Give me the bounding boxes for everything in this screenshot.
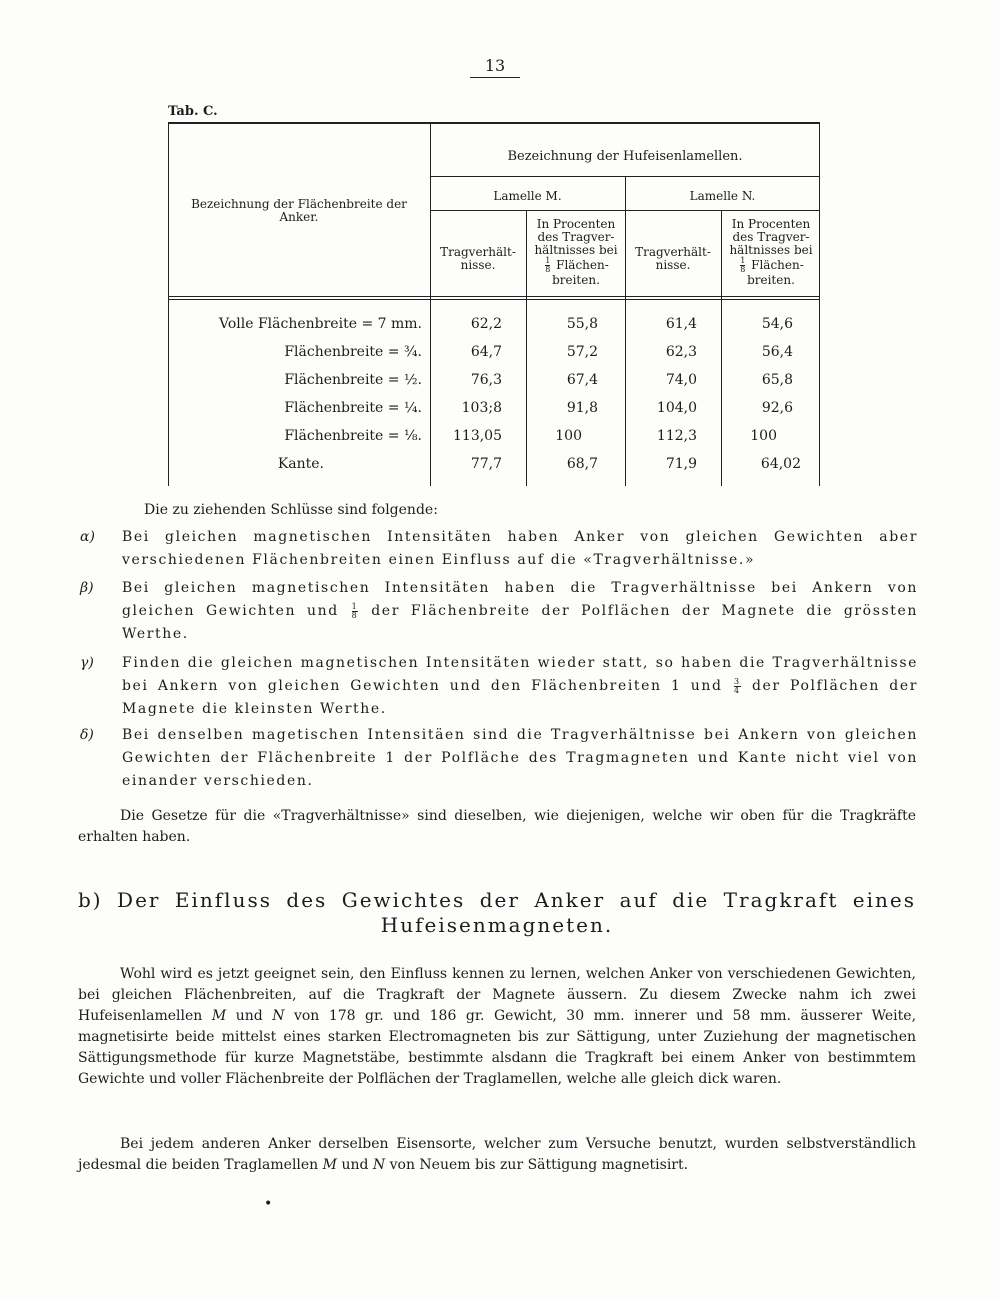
- n-proc-value: 92,6: [761, 400, 793, 416]
- m-trag-value: 64,7: [470, 344, 502, 360]
- heading-line-1: b) Der Einfluss des Gewichtes der Anker auf die Tragkraft eines: [78, 888, 916, 912]
- conclusion-text: Bei denselben magetischen Intensitäen sind die Tragverhältnisse bei Ankern von gleichen Gewichten der Flächenbreite 1 der Polfläche des Tragmagneten und Kante nicht viel von einander verschieden.: [122, 727, 918, 789]
- fraction: $\frac{1}{8}$: [351, 601, 359, 620]
- conclusion-beta: β) Bei gleichen magnetischen Intensitäten haben die Tragverhältnisse bei Ankern von gleichen Gewichten und $\frac{1}{8}$ der Flächenbreite der Polflächen der Magnete die grössten Werthe.: [80, 577, 918, 646]
- stray-mark: •: [264, 1196, 273, 1212]
- row-header: Bezeichnung der Flächenbreite der Anker.: [191, 197, 407, 224]
- data-table: [168, 122, 820, 486]
- n-trag-value: 71,9: [665, 456, 697, 472]
- table-row: Flächenbreite = ¾. 64,7 57,2 62,3 56,4: [284, 344, 793, 360]
- table-label: Tab. C.: [168, 104, 218, 119]
- body-paragraph-2: Bei jedem anderen Anker derselben Eisensorte, welcher zum Versuche benutzt, wurden selbstverständlich jedesmal die beiden Traglamellen M und N von Neuem bis zur Sättigung magnetisirt.: [78, 1136, 916, 1173]
- m-proc-value: 68,7: [566, 456, 598, 472]
- body-paragraph-1: Wohl wird es jetzt geeignet sein, den Einfluss kennen zu lernen, welchen Anker von verschiedenen Gewichten, bei gleichen Flächenbreiten, auf die Tragkraft der Magnete äussern. Zu diesem Zwecke nahm ich zwei Hufeisenlamellen M und N von 178 gr. und 186 gr. Gewicht, 30 mm. innerer und 58 mm. äusserer Weite, magnetisirte beide mittelst eines starken Electromagneten bis zur Sättigung, unter Zuziehung der magnetischen Sättigungsmethode für kurze Magnetstäbe, bestimmte alsdann die Tragkraft bei einem Anker von bestimmtem Gewichte und voller Flächenbreite der Polflächen der Traglamellen, welche alle gleich dick waren.: [78, 966, 917, 1087]
- n-proc-value: 56,4: [761, 344, 793, 360]
- n-trag-value: 74,0: [665, 372, 697, 388]
- n-trag-value: 104,0: [656, 400, 697, 416]
- summary-paragraph: Die Gesetze für die «Tragverhältnisse» sind dieselben, wie diejenigen, welche wir oben für die Tragkräfte erhalten haben.: [78, 808, 916, 845]
- n-proc-value: 54,6: [761, 316, 793, 332]
- m-trag-value: 77,7: [470, 456, 502, 472]
- section-heading: [78, 888, 916, 938]
- page-number: 13: [470, 56, 520, 78]
- m-proc-value: 100: [555, 428, 582, 444]
- n-trag-value: 61,4: [665, 316, 697, 332]
- n-proc-value: 64,02: [760, 456, 801, 472]
- conclusion-alpha: [80, 526, 918, 572]
- group-header: Bezeichnung der Hufeisenlamellen.: [507, 149, 743, 164]
- col-proc-m: [528, 218, 624, 287]
- col-trag-n: Tragverhält-nisse.: [635, 245, 711, 272]
- col-proc-m-a: In Procenten des Tragver-hältnisses bei: [534, 217, 618, 257]
- table-row: Flächenbreite = ¼. 103;8 91,8 104,0 92,6: [284, 400, 793, 416]
- m-proc-value: 57,2: [566, 344, 598, 360]
- m-proc-value: 91,8: [566, 400, 598, 416]
- n-proc-value: 65,8: [761, 372, 793, 388]
- conclusion-marker: α): [80, 529, 95, 545]
- table-row: Kante. 77,7 68,7 71,9 64,02: [277, 456, 801, 472]
- n-trag-value: 62,3: [665, 344, 697, 360]
- m-proc-value: 55,8: [566, 316, 598, 332]
- conclusion-gamma: γ) Finden die gleichen magnetischen Intensitäten wieder statt, so haben die Tragverhältnisse bei Ankern von gleichen Gewichten und den Flächenbreiten 1 und $\frac{3}{4}$ der Polflächen der Magnete die kleinsten Werthe.: [80, 652, 918, 721]
- fraction: $\frac{1}{8}$: [545, 256, 551, 274]
- conclusion-marker: γ): [80, 655, 94, 671]
- col-proc-n-a: In Procenten des Tragver-hältnisses bei: [729, 217, 813, 257]
- col-proc-m-b: Flächen-breiten.: [552, 258, 609, 287]
- n-proc-value: 100: [750, 428, 777, 444]
- conclusion-marker: δ): [80, 727, 94, 743]
- m-trag-value: 76,3: [470, 372, 502, 388]
- conclusion-marker: β): [80, 580, 94, 596]
- table-row: Volle Flächenbreite = 7 mm. 62,2 55,8 61,4 54,6: [219, 316, 793, 332]
- m-trag-value: 113,05: [453, 428, 502, 444]
- m-trag-value: 103;8: [461, 400, 502, 416]
- fraction: $\frac{1}{8}$: [740, 256, 746, 274]
- heading-line-2: Hufeisenmagneten.: [380, 913, 614, 937]
- lamelle-n-header: Lamelle N.: [689, 189, 756, 203]
- col-proc-n: [723, 218, 819, 287]
- conclusion-delta: [80, 724, 918, 793]
- m-trag-value: 62,2: [470, 316, 502, 332]
- conclusion-text: Bei gleichen magnetischen Intensitäten haben Anker von gleichen Gewichten aber verschiedenen Flächenbreiten einen Einfluss auf die «Tragverhältnisse.»: [122, 529, 918, 568]
- col-trag-m: Tragverhält-nisse.: [440, 245, 516, 272]
- conclusions-intro: Die zu ziehenden Schlüsse sind folgende:: [144, 502, 438, 518]
- lamelle-m-header: Lamelle M.: [493, 189, 562, 203]
- table-row: Flächenbreite = ⅛. 113,05 100 112,3 100: [284, 428, 777, 444]
- fraction: $\frac{3}{4}$: [733, 676, 741, 695]
- col-proc-n-b: Flächen-breiten.: [747, 258, 804, 287]
- n-trag-value: 112,3: [656, 428, 697, 444]
- m-proc-value: 67,4: [566, 372, 598, 388]
- table-row: Flächenbreite = ½. 76,3 67,4 74,0 65,8: [284, 372, 793, 388]
